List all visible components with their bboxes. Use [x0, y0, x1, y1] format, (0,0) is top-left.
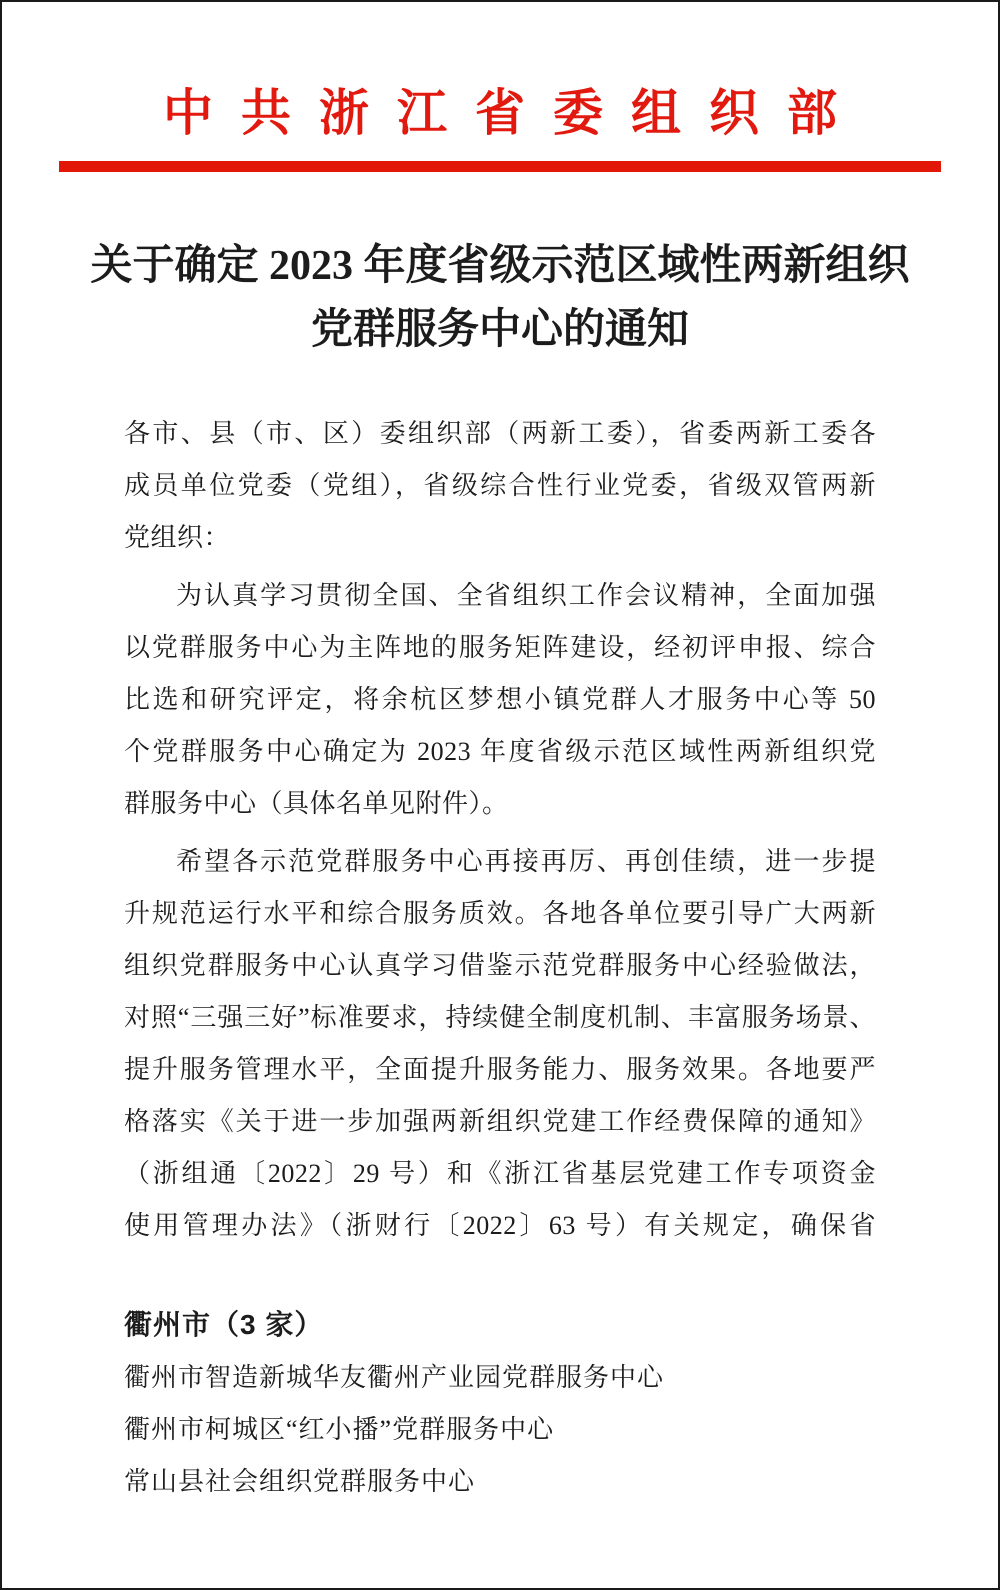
document-line: 对照“三强三好”标准要求，持续健全制度机制、丰富服务场景、: [124, 1003, 876, 1032]
document-body: [124, 408, 876, 1252]
red-divider-rule: [59, 161, 941, 172]
document-title-line-1: 关于确定 2023 年度省级示范区域性两新组织: [90, 243, 910, 289]
body-paragraph: [124, 570, 876, 830]
document-line: 组织党群服务中心认真学习借鉴示范党群服务中心经验做法，: [124, 951, 876, 980]
document-line: 为认真学习贯彻全国、全省组织工作会议精神，全面加强: [176, 581, 876, 610]
document-title: [2, 234, 998, 362]
body-paragraph: [124, 836, 876, 1252]
appendix-list-item: 衢州市柯城区“红小播”党群服务中心: [124, 1415, 555, 1444]
salutation-paragraph: [124, 408, 876, 564]
document-title-line-2: 党群服务中心的通知: [310, 307, 689, 353]
document-line: （浙组通〔2022〕29 号）和《浙江省基层党建工作专项资金: [124, 1159, 876, 1188]
letterhead-org-name: 中共浙江省委组织部: [163, 85, 865, 141]
document-line: 格落实《关于进一步加强两新组织党建工作经费保障的通知》: [124, 1107, 876, 1136]
document-line: 各市、县（市、区）委组织部（两新工委），省委两新工委各: [124, 419, 876, 448]
document-line: 党组织：: [124, 523, 231, 552]
document-line: 提升服务管理水平，全面提升服务能力、服务效果。各地要严: [124, 1055, 876, 1084]
document-line: 升规范运行水平和综合服务质效。各地各单位要引导广大两新: [124, 899, 876, 928]
appendix-city-heading: 衢州市（3 家）: [124, 1309, 324, 1340]
document-line: 成员单位党委（党组），省级综合性行业党委，省级双管两新: [124, 471, 876, 500]
document-line: 群服务中心（具体名单见附件）。: [124, 789, 509, 818]
document-line: 以党群服务中心为主阵地的服务矩阵建设，经初评申报、综合: [124, 633, 876, 662]
document-line: 希望各示范党群服务中心再接再厉、再创佳绩，进一步提: [176, 847, 876, 876]
appendix-list-item: 常山县社会组织党群服务中心: [124, 1467, 476, 1496]
document-line: 使用管理办法》（浙财行〔2022〕63 号）有关规定，确保省: [124, 1211, 876, 1240]
document-line: 个党群服务中心确定为 2023 年度省级示范区域性两新组织党: [124, 737, 876, 766]
appendix-section: [124, 1298, 876, 1508]
document-line: 比选和研究评定，将余杭区梦想小镇党群人才服务中心等 50: [124, 685, 876, 714]
appendix-list-item: 衢州市智造新城华友衢州产业园党群服务中心: [124, 1363, 665, 1392]
